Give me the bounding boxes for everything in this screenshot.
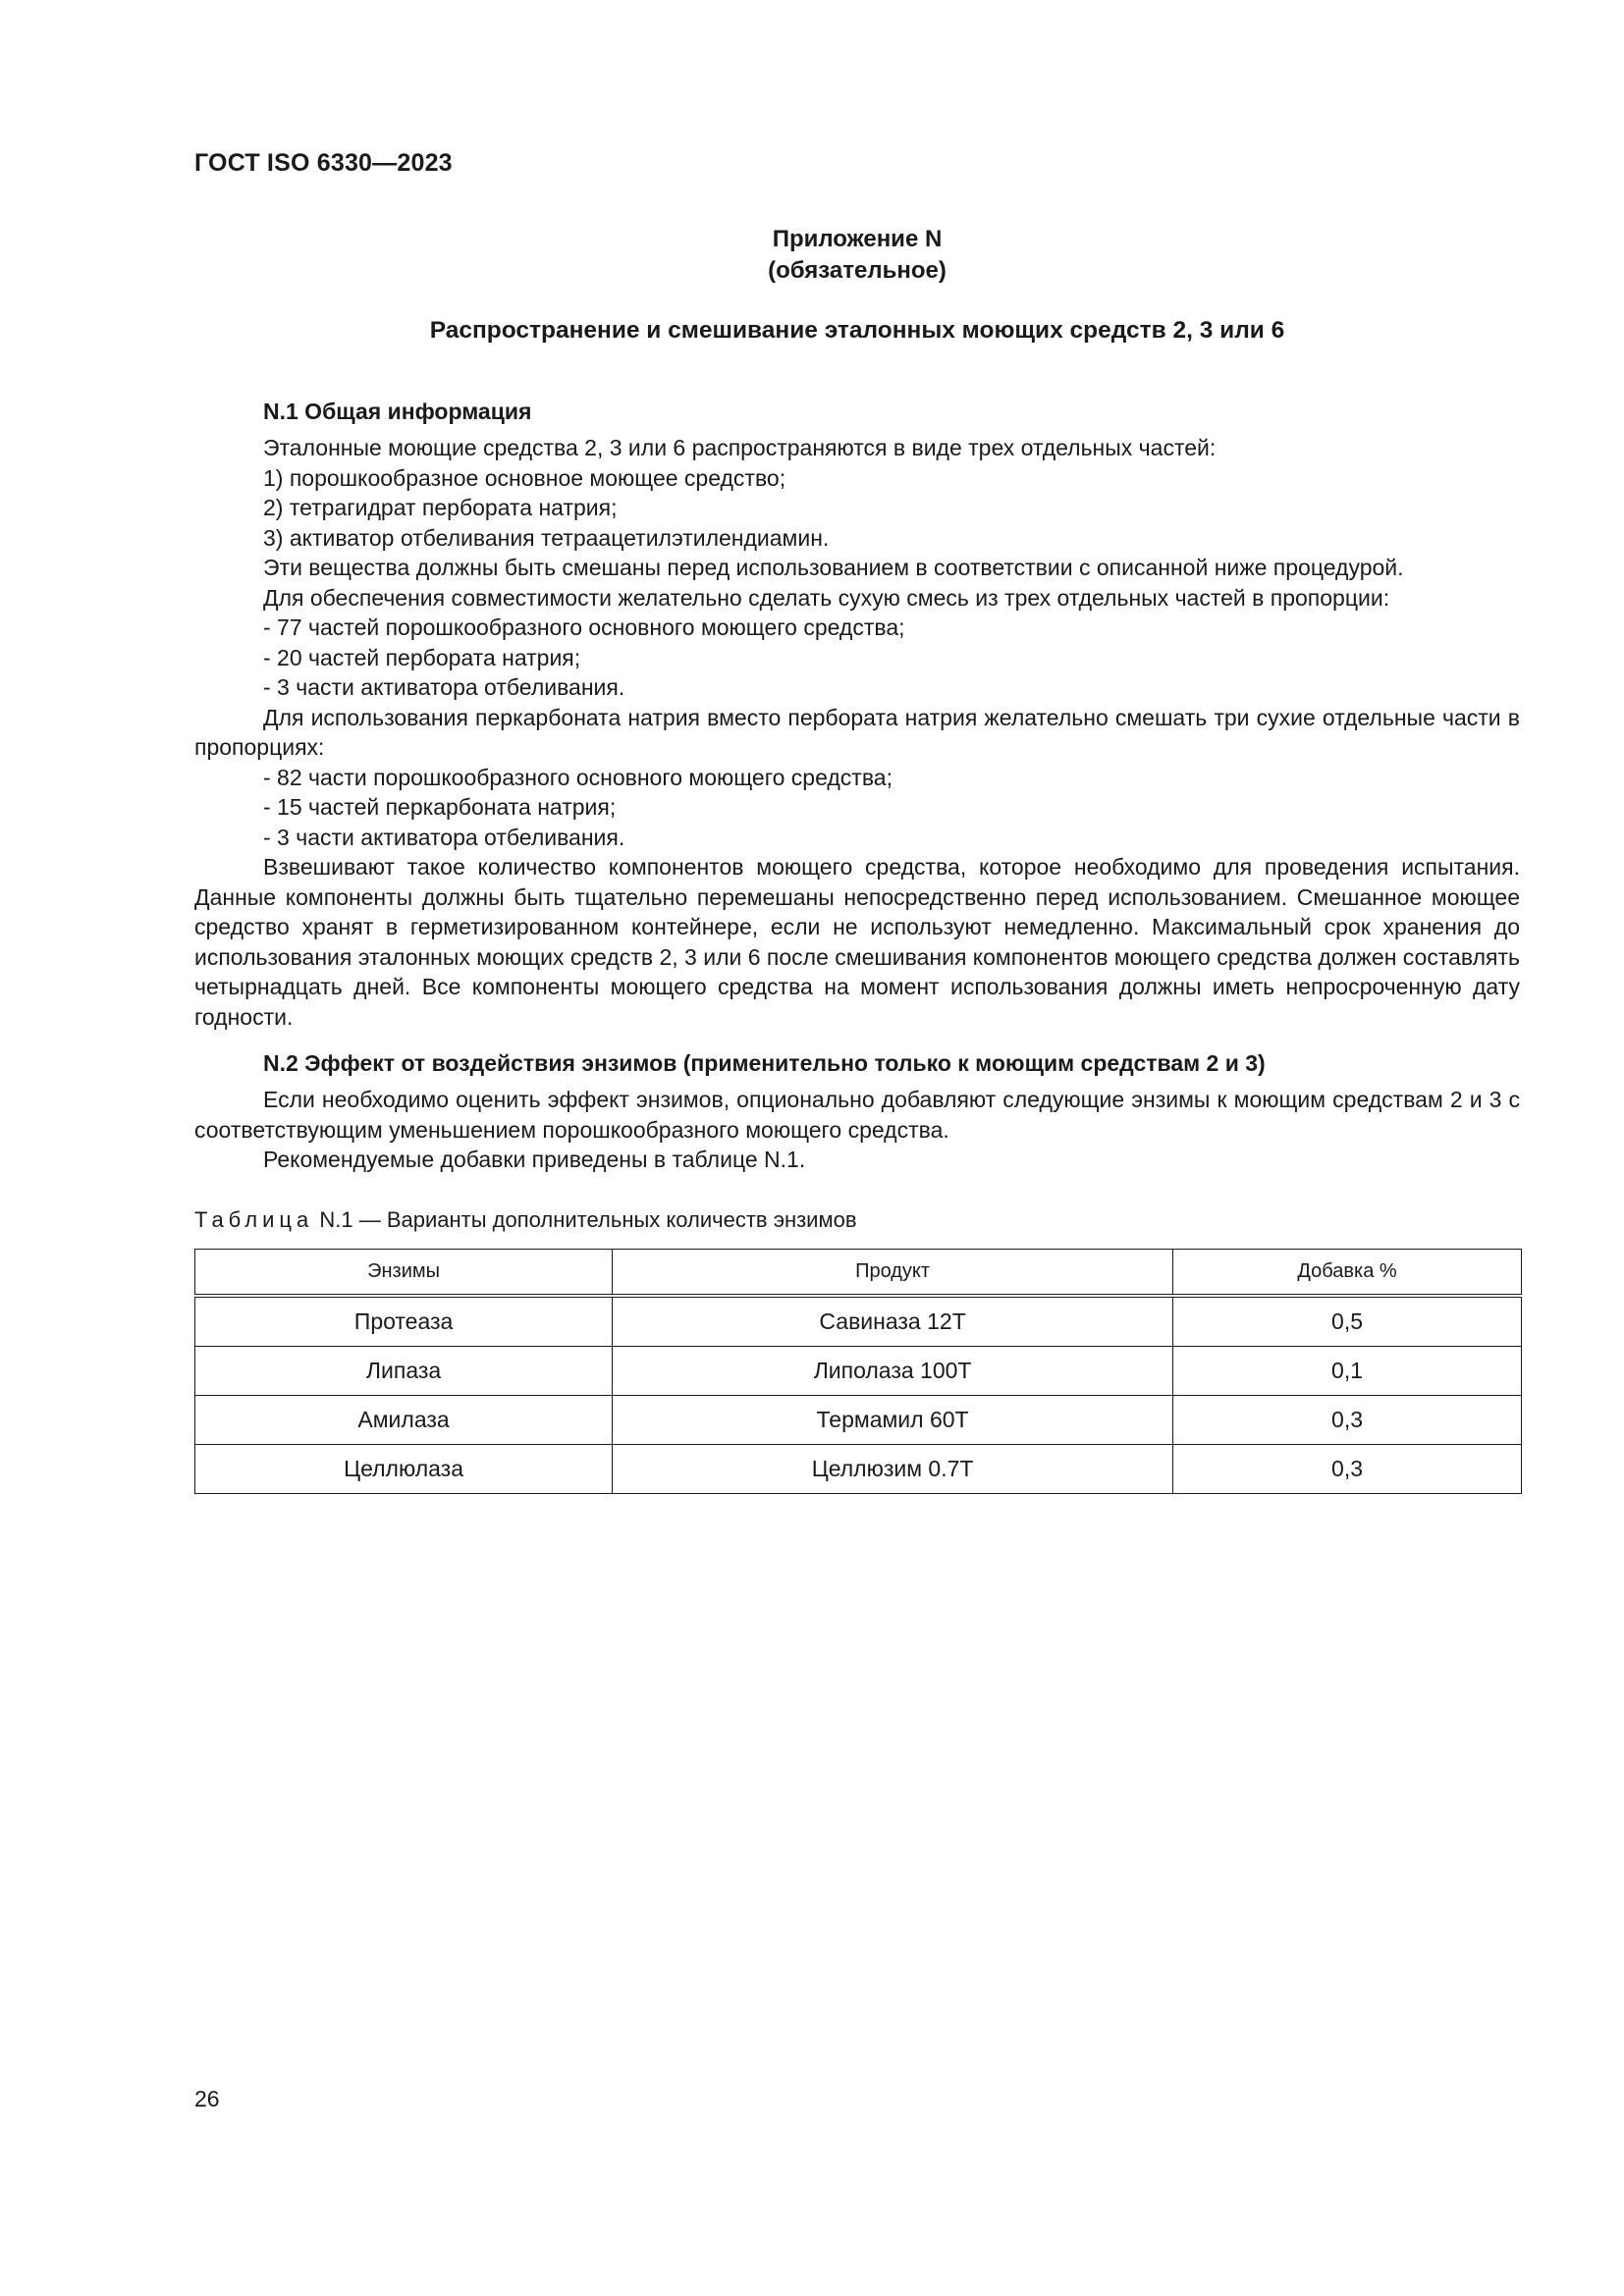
list-item: - 3 части активатора отбеливания. xyxy=(263,674,625,700)
section-enzyme-effect xyxy=(194,1048,1520,1175)
paragraph: Эталонные моющие средства 2, 3 или 6 распространяются в виде трех отдельных частей: xyxy=(263,435,1217,460)
paragraph: Эти вещества должны быть смешаны перед использованием в соответствии с описанной ниже процедурой. xyxy=(263,555,1404,580)
table-row xyxy=(195,1396,1522,1445)
table-header-cell: Добавка % xyxy=(1173,1250,1522,1297)
list-item: 3) активатор отбеливания тетраацетилэтилендиамин. xyxy=(263,524,830,551)
annex-status: (обязательное) xyxy=(768,257,947,284)
paragraph: Для обеспечения совместимости желательно сделать сухую смесь из трех отдельных частей в пропорции: xyxy=(263,584,1390,611)
annex-title: Распространение и смешивание эталонных моющих средств 2, 3 или 6 xyxy=(429,317,1285,344)
table-row xyxy=(195,1445,1522,1494)
table-row xyxy=(195,1347,1522,1396)
table-cell: 0,3 xyxy=(1173,1396,1522,1445)
annex-label: Приложение N xyxy=(772,226,943,252)
paragraph: Рекомендуемые добавки приведены в таблице N.1. xyxy=(263,1147,806,1172)
section-heading: N.1 Общая информация xyxy=(263,399,532,424)
table-cell: Термамил 60Т xyxy=(613,1396,1173,1445)
table-cell: Липаза xyxy=(195,1347,613,1396)
list-item: - 3 части активатора отбеливания. xyxy=(263,824,625,850)
paragraph: Если необходимо оценить эффект энзимов, опционально добавляют следующие энзимы к моющим средствам 2 и 3 с соответствующим уменьшением порошкообразного моющего средства. xyxy=(194,1087,1520,1143)
table-cell: Липолаза 100Т xyxy=(613,1347,1173,1396)
table-caption-label: Таблица xyxy=(194,1207,314,1232)
table-cell: Целлюлаза xyxy=(195,1445,613,1494)
table-cell: Амилаза xyxy=(195,1396,613,1445)
table-row xyxy=(195,1296,1522,1347)
section-general-info xyxy=(194,397,1520,1032)
list-item: 1) порошкообразное основное моющее средство; xyxy=(263,464,786,491)
table-cell: 0,1 xyxy=(1173,1347,1522,1396)
document-code: ГОСТ ISO 6330—2023 xyxy=(194,149,453,177)
list-item: 2) тетрагидрат пербората натрия; xyxy=(263,495,618,520)
table-cell: Протеаза xyxy=(195,1296,613,1347)
table-header-row xyxy=(195,1250,1522,1297)
table-header-cell: Продукт xyxy=(613,1250,1173,1297)
table-caption-text: N.1 — Варианты дополнительных количеств энзимов xyxy=(319,1207,857,1232)
table-cell: 0,5 xyxy=(1173,1296,1522,1347)
document-page xyxy=(194,0,1520,2296)
paragraph: Взвешивают такое количество компонентов моющего средства, которое необходимо для проведения испытания. Данные компоненты должны быть тщательно перемешаны непосредственно перед использованием. Смешанное моющее средство хранят в герметизированном контейнере, если не используют немедленно. Максимальный срок хранения до использования эталонных моющих средств 2, 3 или 6 после смешивания компонентов моющего средства должен составлять четырнадцать дней. Все компоненты моющего средства на момент использования должны иметь непросроченную дату годности. xyxy=(194,854,1520,1030)
annex-heading xyxy=(194,224,1520,287)
section-heading: N.2 Эффект от воздействия энзимов (применительно только к моющим средствам 2 и 3) xyxy=(263,1050,1266,1076)
list-item: - 77 частей порошкообразного основного моющего средства; xyxy=(263,614,905,640)
table-cell: Савиназа 12Т xyxy=(613,1296,1173,1347)
list-item: - 20 частей пербората натрия; xyxy=(263,644,581,670)
paragraph: Для использования перкарбоната натрия вместо пербората натрия желательно смешать три сухие отдельные части в пропорциях: xyxy=(194,704,1520,760)
list-item: - 15 частей перкарбоната натрия; xyxy=(263,794,617,820)
table-caption xyxy=(194,1207,857,1233)
list-item: - 82 части порошкообразного основного моющего средства; xyxy=(263,764,893,790)
table-header-cell: Энзимы xyxy=(195,1250,613,1297)
table-cell: Целлюзим 0.7Т xyxy=(613,1445,1173,1494)
enzyme-table xyxy=(194,1249,1522,1494)
page-number: 26 xyxy=(194,2086,220,2111)
table-cell: 0,3 xyxy=(1173,1445,1522,1494)
